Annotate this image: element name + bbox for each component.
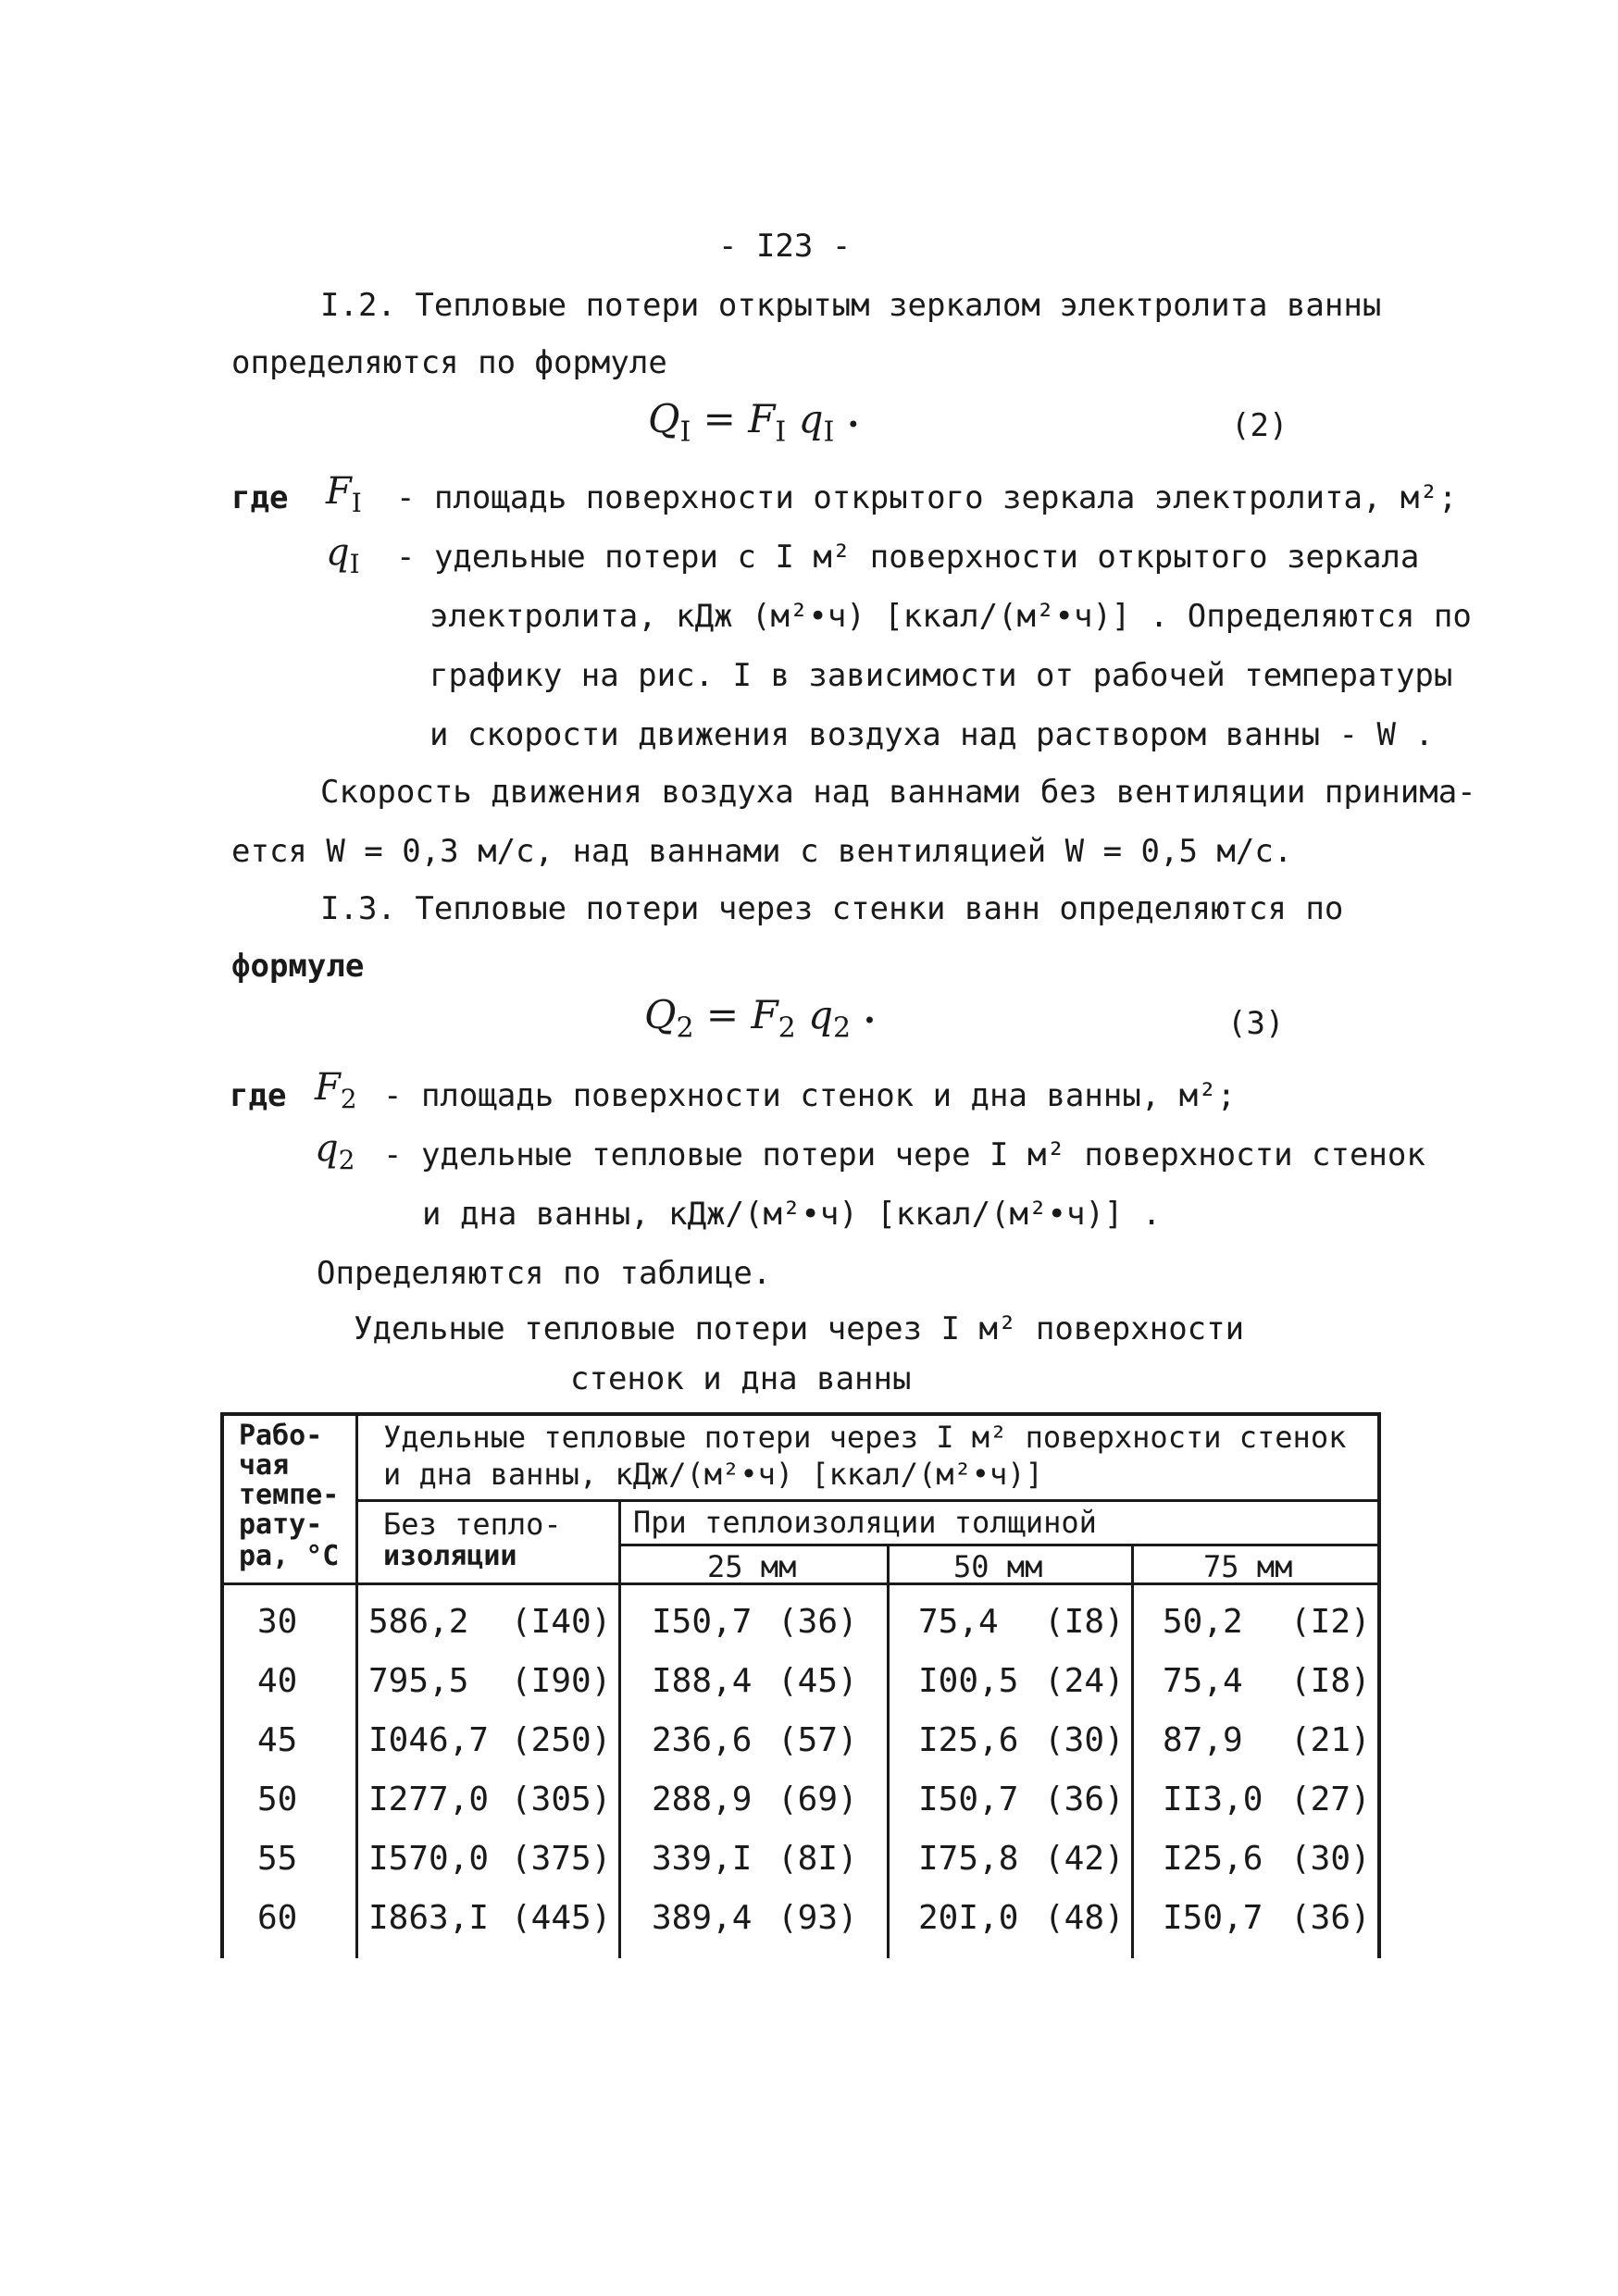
cell-temperature: 45 (257, 1721, 298, 1759)
cell-no-insulation-kcal: (445) (511, 1899, 612, 1937)
cell-25mm-kcal: (57) (778, 1721, 858, 1759)
formula-3-number: (3) (1227, 1005, 1285, 1042)
formula-2-number: (2) (1231, 407, 1288, 444)
cell-50mm-kj: 75,4 (918, 1603, 999, 1641)
cell-25mm-kj: 339,I (652, 1840, 753, 1878)
formula-2-f: F (748, 396, 776, 441)
header-temp-2: чая (239, 1449, 290, 1482)
where-1-q-desc-3: графику на рис. I в зависимости от рабочей температуры (429, 657, 1453, 694)
cell-75mm-kj: 87,9 (1163, 1721, 1243, 1759)
where-2-q-sub: 2 (338, 1145, 355, 1175)
determined-by-table: Определяются по таблице. (317, 1255, 772, 1292)
cell-50mm-kcal: (I8) (1044, 1603, 1125, 1641)
cell-75mm-kcal: (I2) (1290, 1603, 1371, 1641)
cell-temperature: 55 (257, 1840, 298, 1878)
where-2-f-sym: F (315, 1066, 341, 1109)
formula-3-f: F (751, 992, 778, 1037)
cell-75mm-kcal: (30) (1290, 1840, 1371, 1878)
formula-3-q: q (808, 992, 833, 1037)
cell-75mm-kj: 50,2 (1163, 1603, 1243, 1641)
cell-no-insulation-kj: 795,5 (368, 1662, 469, 1700)
formula-3-q-sub: 2 (832, 1011, 852, 1045)
cell-no-insulation-kcal: (I40) (511, 1603, 612, 1641)
header-main-1: Удельные тепловые потери через I м² поверхности стенок (383, 1420, 1347, 1455)
air-speed-line1: Скорость движения воздуха над ваннами без вентиляции принима- (320, 774, 1476, 811)
where-2-q-symbol (315, 1127, 355, 1175)
where-1-q-sub: I (349, 549, 360, 579)
formula-2-eq: = (703, 396, 736, 441)
section-1-3-line2: формуле (231, 948, 365, 985)
cell-no-insulation-kj: I570,0 (368, 1840, 490, 1878)
formula-3-f-sub: 2 (778, 1011, 796, 1045)
cell-no-insulation-kcal: (I90) (511, 1662, 612, 1700)
where-1-f-symbol (326, 470, 362, 518)
formula-2-lhs: Q (648, 396, 680, 441)
header-25mm: 25 мм (707, 1549, 797, 1584)
cell-50mm-kj: I25,6 (918, 1721, 1019, 1759)
where-2-q-sym: q (315, 1127, 339, 1170)
header-temp-4: рату- (239, 1508, 323, 1541)
formula-2-q: q (798, 396, 824, 441)
cell-75mm-kj: 75,4 (1163, 1662, 1243, 1700)
table-col-divider-25 (887, 1544, 890, 1958)
header-temp-3: темпе- (239, 1479, 340, 1511)
cell-50mm-kcal: (48) (1044, 1899, 1125, 1937)
cell-50mm-kcal: (24) (1044, 1662, 1125, 1700)
table-title-line1: Удельные тепловые потери через I м² поверхности (354, 1310, 1245, 1347)
table-col-divider-noins (618, 1499, 621, 1958)
cell-75mm-kj: I50,7 (1163, 1899, 1263, 1937)
formula-3-dot: • (863, 1008, 877, 1034)
cell-75mm-kcal: (21) (1290, 1721, 1371, 1759)
where-1-q-desc-1: - удельные потери с I м² поверхности открытого зеркала (396, 539, 1420, 576)
cell-no-insulation-kj: I046,7 (368, 1721, 490, 1759)
formula-3-eq: = (705, 992, 740, 1037)
header-50mm: 50 мм (953, 1549, 1043, 1584)
formula-3 (644, 992, 877, 1044)
header-no-insulation-2: изоляции (383, 1540, 517, 1572)
cell-temperature: 40 (257, 1662, 298, 1700)
cell-75mm-kj: I25,6 (1163, 1840, 1263, 1878)
formula-2-lhs-sub: I (679, 416, 691, 449)
header-main-2: и дна ванны, кДж/(м²•ч) [ккал/(м²•ч)] (383, 1457, 1043, 1492)
where-1-q-desc-2: электролита, кДж (м²•ч) [ккал/(м²•ч)] . Определяются по (429, 598, 1472, 635)
where-1-word: где (231, 479, 289, 516)
header-no-insulation-1: Без тепло- (383, 1507, 562, 1542)
section-1-3-line1: I.3. Тепловые потери через стенки ванн определяются по (320, 890, 1344, 927)
formula-2 (648, 396, 860, 448)
cell-25mm-kcal: (36) (778, 1603, 858, 1641)
page-number: - I23 - (718, 228, 852, 265)
where-1-q-sym: q (326, 531, 350, 574)
table-left-border (220, 1412, 224, 1958)
where-2-f-symbol (315, 1066, 357, 1114)
where-2-q-desc-1: - удельные тепловые потери чере I м² поверхности стенок (383, 1136, 1425, 1173)
cell-25mm-kj: 288,9 (652, 1781, 753, 1818)
cell-no-insulation-kcal: (305) (511, 1781, 612, 1818)
air-speed-line2: ется W = 0,3 м/с, над ваннами с вентиляцией W = 0,5 м/с. (231, 833, 1293, 870)
cell-25mm-kcal: (69) (778, 1781, 858, 1818)
table-title-line2: стенок и дна ванны (570, 1360, 912, 1397)
cell-75mm-kcal: (27) (1290, 1781, 1371, 1818)
header-insulation: При теплоизоляции толщиной (633, 1505, 1097, 1540)
where-1-f-sym: F (326, 470, 352, 513)
cell-50mm-kj: I50,7 (918, 1781, 1019, 1818)
table-header-line-2 (618, 1544, 1379, 1546)
cell-temperature: 50 (257, 1781, 298, 1818)
cell-50mm-kcal: (30) (1044, 1721, 1125, 1759)
cell-25mm-kj: 389,4 (652, 1899, 753, 1937)
cell-25mm-kcal: (93) (778, 1899, 858, 1937)
where-2-q-desc-2: и дна ванны, кДж/(м²•ч) [ккал/(м²•ч)] . (422, 1196, 1162, 1233)
cell-75mm-kcal: (36) (1290, 1899, 1371, 1937)
section-1-2-line2: определяются по формуле (231, 344, 667, 381)
cell-25mm-kj: 236,6 (652, 1721, 753, 1759)
cell-50mm-kcal: (36) (1044, 1781, 1125, 1818)
table-right-border (1377, 1412, 1381, 1958)
formula-3-lhs: Q (644, 992, 677, 1037)
cell-25mm-kcal: (8I) (778, 1840, 858, 1878)
table-col-divider-temp (355, 1412, 358, 1958)
cell-50mm-kcal: (42) (1044, 1840, 1125, 1878)
section-1-2-line1: I.2. Тепловые потери открытым зеркалом электролита ванны (320, 287, 1382, 324)
cell-25mm-kj: I50,7 (652, 1603, 753, 1641)
cell-temperature: 60 (257, 1899, 298, 1937)
header-temp-1: Рабо- (239, 1420, 323, 1452)
cell-50mm-kj: I75,8 (918, 1840, 1019, 1878)
cell-no-insulation-kj: I863,I (368, 1899, 490, 1937)
formula-2-dot: • (846, 412, 860, 438)
cell-no-insulation-kj: I277,0 (368, 1781, 490, 1818)
cell-75mm-kcal: (I8) (1290, 1662, 1371, 1700)
cell-50mm-kj: I00,5 (918, 1662, 1019, 1700)
header-75mm: 75 мм (1203, 1549, 1293, 1584)
where-2-word: где (230, 1077, 287, 1114)
cell-75mm-kj: II3,0 (1163, 1781, 1263, 1818)
cell-25mm-kj: I88,4 (652, 1662, 753, 1700)
cell-no-insulation-kcal: (375) (511, 1840, 612, 1878)
cell-no-insulation-kj: 586,2 (368, 1603, 469, 1641)
where-1-f-sub: I (351, 488, 362, 518)
cell-no-insulation-kcal: (250) (511, 1721, 612, 1759)
formula-3-lhs-sub: 2 (676, 1011, 694, 1045)
cell-50mm-kj: 20I,0 (918, 1899, 1019, 1937)
cell-25mm-kcal: (45) (778, 1662, 858, 1700)
table-header-line-1 (355, 1499, 1379, 1502)
where-1-f-desc: - площадь поверхности открытого зеркала электролита, м²; (396, 479, 1458, 516)
header-temp-5: ра, °С (239, 1540, 340, 1572)
cell-temperature: 30 (257, 1603, 298, 1641)
where-1-q-symbol (326, 531, 360, 579)
table-top-border (220, 1412, 1381, 1416)
table-col-divider-50 (1131, 1544, 1134, 1958)
where-2-f-desc: - площадь поверхности стенок и дна ванны, м²; (383, 1077, 1237, 1114)
where-2-f-sub: 2 (340, 1084, 357, 1114)
where-1-q-desc-4: и скорости движения воздуха над раствором ванны - W . (429, 716, 1434, 753)
formula-2-f-sub: I (775, 416, 787, 449)
formula-2-q-sub: I (823, 416, 835, 449)
